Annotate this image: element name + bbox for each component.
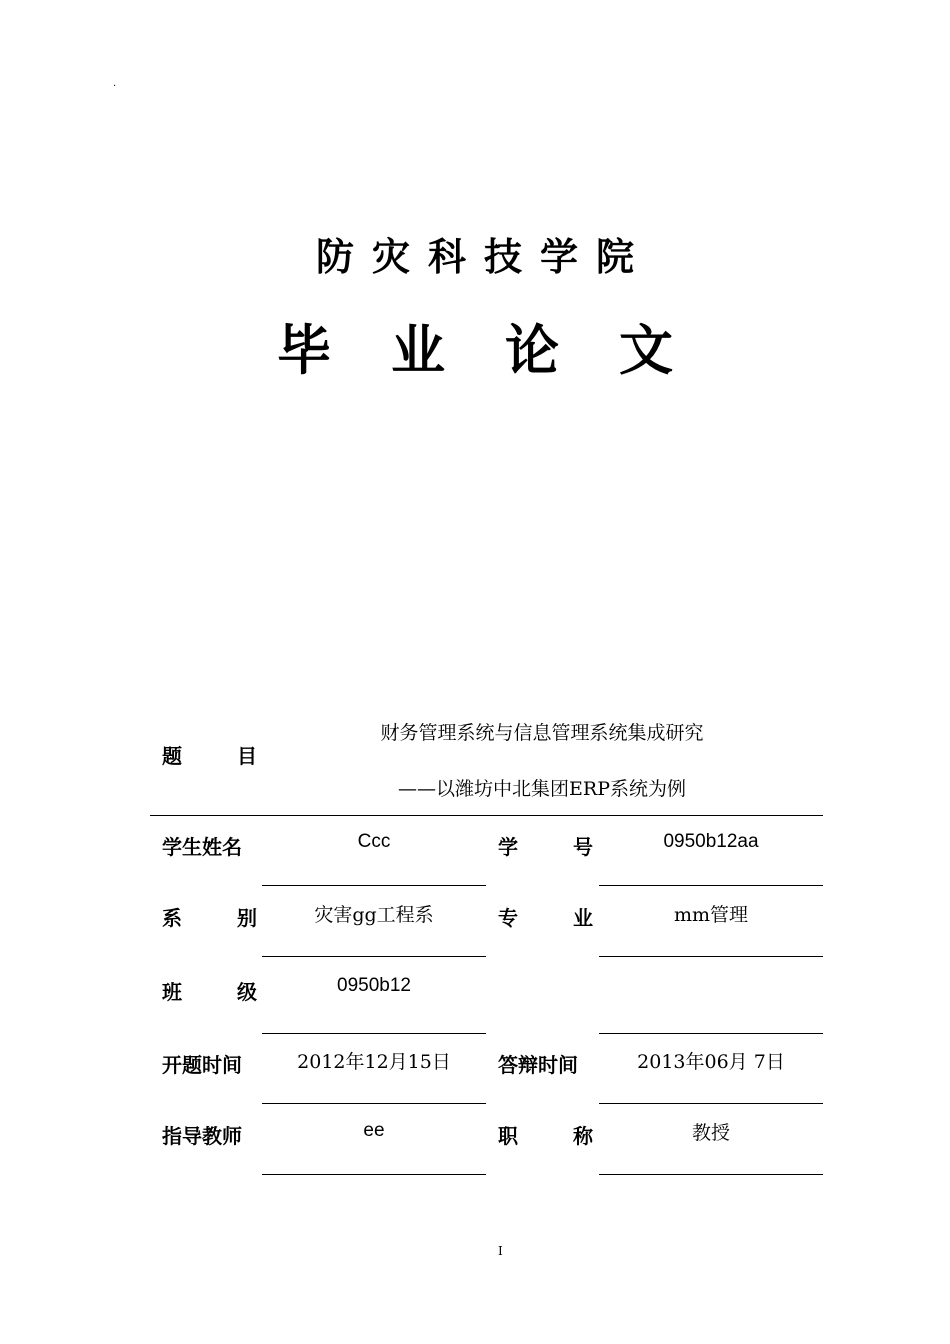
student-name-label: 学生姓名: [162, 835, 242, 859]
advisor-label: 指导教师: [162, 1124, 242, 1148]
topic-line-2: ——以潍坊中北集团ERP系统为例: [398, 778, 686, 800]
advisor-underline: [262, 1174, 486, 1175]
advisor-value: ee: [363, 1120, 385, 1141]
department-underline: [262, 956, 486, 957]
student-id-value: 0950b12aa: [663, 831, 759, 852]
major-underline: [599, 956, 823, 957]
student-id-label: 学 号: [498, 835, 593, 859]
title-rank-value: 教授: [691, 1122, 730, 1144]
department-value: 灾害gg工程系: [314, 904, 434, 926]
title-rank-underline: [599, 1174, 823, 1175]
document-title: 毕业论文: [277, 318, 733, 382]
defense-time-value: 2013年06月 7日: [637, 1051, 785, 1073]
student-id-underline: [599, 885, 823, 886]
topic-label: 题 目: [162, 744, 257, 768]
school-name: 防灾科技学院: [315, 235, 652, 279]
class-underline: [262, 1033, 486, 1034]
class-label: 班 级: [162, 980, 257, 1004]
corner-mark: .: [113, 78, 117, 89]
student-name-value: Ccc: [357, 831, 391, 852]
proposal-time-value: 2012年12月15日: [297, 1051, 451, 1073]
major-label: 专 业: [498, 906, 593, 930]
page-number: I: [498, 1244, 503, 1258]
proposal-time-underline: [262, 1103, 486, 1104]
department-label: 系 别: [162, 906, 257, 930]
defense-time-label: 答辩时间: [498, 1053, 578, 1077]
title-rank-label: 职 称: [498, 1124, 593, 1148]
proposal-time-label: 开题时间: [162, 1053, 242, 1077]
student-name-underline: [262, 885, 486, 886]
major-value: mm管理: [673, 904, 749, 926]
class-value: 0950b12: [337, 975, 411, 996]
blank-underline: [599, 1033, 823, 1034]
defense-time-underline: [599, 1103, 823, 1104]
topic-divider: [150, 815, 823, 816]
topic-line-1: 财务管理系统与信息管理系统集成研究: [380, 722, 704, 744]
